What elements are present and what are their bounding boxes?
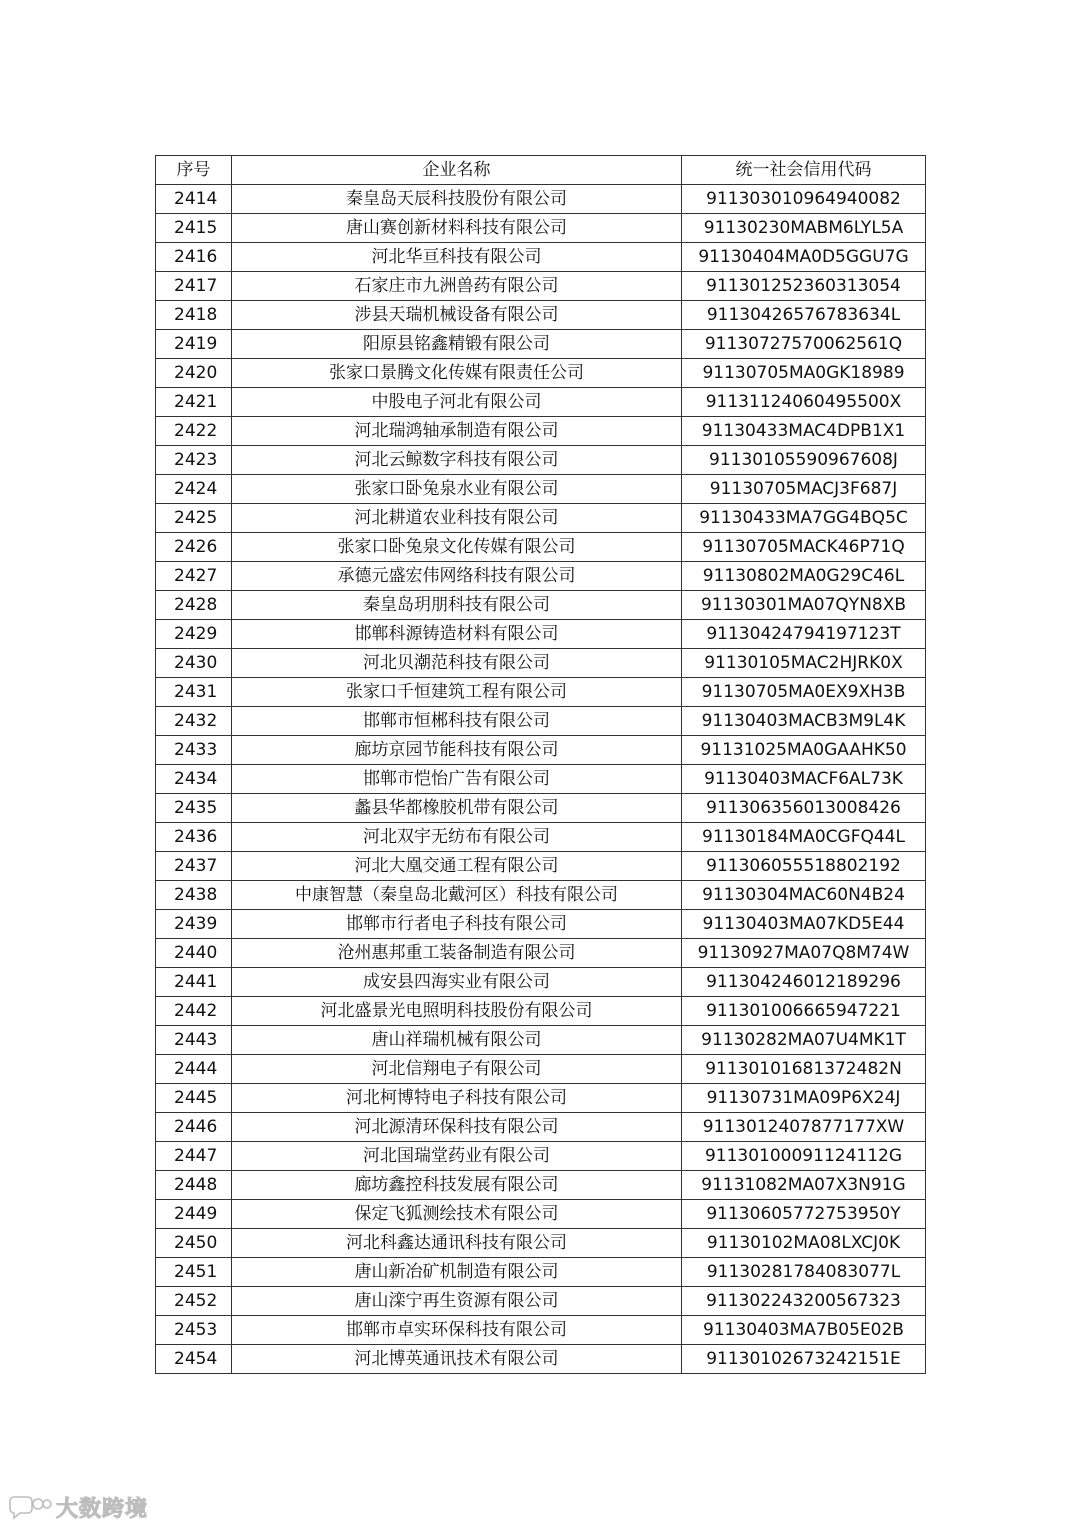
header-credit-code: 统一社会信用代码 (682, 156, 926, 185)
row-credit-code: 91130184MA0CGFQ44L (682, 823, 926, 852)
row-serial: 2419 (156, 330, 232, 359)
row-serial: 2431 (156, 678, 232, 707)
row-credit-code: 91130281784083077L (682, 1258, 926, 1287)
row-company-name: 河北信翔电子有限公司 (232, 1055, 682, 1084)
table-row (156, 1200, 926, 1229)
row-company-name: 唐山滦宁再生资源有限公司 (232, 1287, 682, 1316)
row-company-name: 邯郸市恺怡广告有限公司 (232, 765, 682, 794)
row-serial: 2454 (156, 1345, 232, 1374)
table-row (156, 562, 926, 591)
company-table (155, 155, 926, 1374)
watermark (8, 1490, 148, 1524)
row-company-name: 河北华亘科技有限公司 (232, 243, 682, 272)
row-serial: 2449 (156, 1200, 232, 1229)
row-serial: 2452 (156, 1287, 232, 1316)
header-serial: 序号 (156, 156, 232, 185)
row-serial: 2434 (156, 765, 232, 794)
row-company-name: 河北云鲸数字科技有限公司 (232, 446, 682, 475)
row-company-name: 成安县四海实业有限公司 (232, 968, 682, 997)
row-company-name: 河北科鑫达通讯科技有限公司 (232, 1229, 682, 1258)
table-row (156, 388, 926, 417)
row-serial: 2446 (156, 1113, 232, 1142)
row-company-name: 河北耕道农业科技有限公司 (232, 504, 682, 533)
row-credit-code: 91130404MA0D5GGU7G (682, 243, 926, 272)
row-serial: 2435 (156, 794, 232, 823)
row-company-name: 张家口景腾文化传媒有限责任公司 (232, 359, 682, 388)
table-row (156, 910, 926, 939)
row-credit-code: 91130403MA7B05E02B (682, 1316, 926, 1345)
row-credit-code: 91130426576783634L (682, 301, 926, 330)
row-serial: 2440 (156, 939, 232, 968)
table-row (156, 1084, 926, 1113)
row-serial: 2443 (156, 1026, 232, 1055)
row-serial: 2430 (156, 649, 232, 678)
row-credit-code: 91130433MAC4DPB1X1 (682, 417, 926, 446)
row-credit-code: 91131124060495500X (682, 388, 926, 417)
row-serial: 2424 (156, 475, 232, 504)
row-credit-code: 91130230MABM6LYL5A (682, 214, 926, 243)
row-company-name: 阳原县铭鑫精锻有限公司 (232, 330, 682, 359)
row-company-name: 张家口千恒建筑工程有限公司 (232, 678, 682, 707)
table-body (156, 185, 926, 1374)
table-row (156, 852, 926, 881)
row-company-name: 河北双宇无纺布有限公司 (232, 823, 682, 852)
row-credit-code: 91130403MACB3M9L4K (682, 707, 926, 736)
row-company-name: 张家口卧兔泉水业有限公司 (232, 475, 682, 504)
row-serial: 2417 (156, 272, 232, 301)
table-row (156, 330, 926, 359)
table-row (156, 765, 926, 794)
table-row (156, 794, 926, 823)
table-row (156, 881, 926, 910)
row-credit-code: 91130304MAC60N4B24 (682, 881, 926, 910)
row-company-name: 邯郸市卓实环保科技有限公司 (232, 1316, 682, 1345)
row-serial: 2427 (156, 562, 232, 591)
table-row (156, 707, 926, 736)
row-serial: 2450 (156, 1229, 232, 1258)
row-serial: 2420 (156, 359, 232, 388)
row-company-name: 河北瑞鸿轴承制造有限公司 (232, 417, 682, 446)
row-credit-code: 91130433MA7GG4BQ5C (682, 504, 926, 533)
row-credit-code: 91130705MACK46P71Q (682, 533, 926, 562)
row-serial: 2436 (156, 823, 232, 852)
row-company-name: 邯郸市恒郴科技有限公司 (232, 707, 682, 736)
row-company-name: 承德元盛宏伟网络科技有限公司 (232, 562, 682, 591)
row-credit-code: 91131025MA0GAAHK50 (682, 736, 926, 765)
row-company-name: 廊坊京园节能科技有限公司 (232, 736, 682, 765)
row-company-name: 邯郸市行者电子科技有限公司 (232, 910, 682, 939)
row-serial: 2428 (156, 591, 232, 620)
watermark-text: 大数跨境 (56, 1496, 149, 1522)
table-row (156, 214, 926, 243)
table-row (156, 417, 926, 446)
table-row (156, 1258, 926, 1287)
row-company-name: 唐山新冶矿机制造有限公司 (232, 1258, 682, 1287)
row-company-name: 廊坊鑫控科技发展有限公司 (232, 1171, 682, 1200)
row-credit-code: 91130282MA07U4MK1T (682, 1026, 926, 1055)
table-row (156, 591, 926, 620)
row-serial: 2441 (156, 968, 232, 997)
table-row (156, 997, 926, 1026)
table-row (156, 1142, 926, 1171)
table-row (156, 1229, 926, 1258)
row-company-name: 秦皇岛玥朋科技有限公司 (232, 591, 682, 620)
row-company-name: 唐山赛创新材料科技有限公司 (232, 214, 682, 243)
row-credit-code: 91130927MA07Q8M74W (682, 939, 926, 968)
row-serial: 2448 (156, 1171, 232, 1200)
row-serial: 2422 (156, 417, 232, 446)
table-row (156, 475, 926, 504)
table-row (156, 301, 926, 330)
row-serial: 2444 (156, 1055, 232, 1084)
row-company-name: 河北国瑞堂药业有限公司 (232, 1142, 682, 1171)
row-credit-code: 91130102MA08LXCJ0K (682, 1229, 926, 1258)
row-credit-code: 911301252360313054 (682, 272, 926, 301)
row-serial: 2438 (156, 881, 232, 910)
row-credit-code: 91130705MACJ3F687J (682, 475, 926, 504)
table-row (156, 185, 926, 214)
row-credit-code: 91131082MA07X3N91G (682, 1171, 926, 1200)
row-serial: 2425 (156, 504, 232, 533)
row-credit-code: 911301240787717​7XW (682, 1113, 926, 1142)
row-credit-code: 91130705MA0GK18989 (682, 359, 926, 388)
header-company-name: 企业名称 (232, 156, 682, 185)
table-row (156, 1287, 926, 1316)
row-company-name: 河北源清环保科技有限公司 (232, 1113, 682, 1142)
row-serial: 2439 (156, 910, 232, 939)
row-credit-code: 911306356013008426 (682, 794, 926, 823)
row-company-name: 河北盛景光电照明科技股份有限公司 (232, 997, 682, 1026)
row-serial: 2442 (156, 997, 232, 1026)
row-serial: 2416 (156, 243, 232, 272)
row-credit-code: 91130403MA07KD5E44 (682, 910, 926, 939)
row-company-name: 唐山祥瑞机械有限公司 (232, 1026, 682, 1055)
table-row (156, 446, 926, 475)
row-credit-code: 911304246012189296 (682, 968, 926, 997)
row-credit-code: 91130403MACF6AL73K (682, 765, 926, 794)
row-credit-code: 91130101681372482N (682, 1055, 926, 1084)
row-serial: 2423 (156, 446, 232, 475)
table-row (156, 736, 926, 765)
row-credit-code: 91130102673242151E (682, 1345, 926, 1374)
row-company-name: 邯郸科源铸造材料有限公司 (232, 620, 682, 649)
table-row (156, 620, 926, 649)
row-serial: 2429 (156, 620, 232, 649)
row-company-name: 张家口卧兔泉文化传媒有限公司 (232, 533, 682, 562)
row-serial: 2437 (156, 852, 232, 881)
row-company-name: 秦皇岛天辰科技股份有限公司 (232, 185, 682, 214)
row-credit-code: 91130301MA07QYN8XB (682, 591, 926, 620)
row-serial: 2432 (156, 707, 232, 736)
row-serial: 2433 (156, 736, 232, 765)
row-company-name: 河北柯博特电子科技有限公司 (232, 1084, 682, 1113)
table-row (156, 504, 926, 533)
row-serial: 2418 (156, 301, 232, 330)
row-credit-code: 91130727570062561Q (682, 330, 926, 359)
table-row (156, 1316, 926, 1345)
row-company-name: 中康智慧（秦皇岛北戴河区）科技有限公司 (232, 881, 682, 910)
row-serial: 2415 (156, 214, 232, 243)
row-company-name: 涉县天瑞机械设备有限公司 (232, 301, 682, 330)
row-credit-code: 911302243200567323 (682, 1287, 926, 1316)
row-company-name: 河北大凰交通工程有限公司 (232, 852, 682, 881)
row-company-name: 沧州惠邦重工装备制造有限公司 (232, 939, 682, 968)
row-serial: 2451 (156, 1258, 232, 1287)
row-company-name: 河北贝潮范科技有限公司 (232, 649, 682, 678)
row-credit-code: 91130105590967608J (682, 446, 926, 475)
row-credit-code: 91130424794197123T (682, 620, 926, 649)
table-row (156, 1113, 926, 1142)
table-row (156, 359, 926, 388)
table-row (156, 939, 926, 968)
table-row (156, 1055, 926, 1084)
row-serial: 2414 (156, 185, 232, 214)
row-company-name: 蠡县华都橡胶机带有限公司 (232, 794, 682, 823)
row-serial: 2453 (156, 1316, 232, 1345)
table-row (156, 823, 926, 852)
row-serial: 2426 (156, 533, 232, 562)
row-credit-code: 91130802MA0G29C46L (682, 562, 926, 591)
table-row (156, 1345, 926, 1374)
row-company-name: 石家庄市九洲兽药有限公司 (232, 272, 682, 301)
row-company-name: 保定飞狐测绘技术有限公司 (232, 1200, 682, 1229)
row-company-name: 河北博英通讯技术有限公司 (232, 1345, 682, 1374)
table-header-row (156, 156, 926, 185)
table-row (156, 1026, 926, 1055)
row-company-name: 中股电子河北有限公司 (232, 388, 682, 417)
row-serial: 2447 (156, 1142, 232, 1171)
speech-bubble-logo-icon (8, 1493, 52, 1521)
row-credit-code: 91130731MA09P6X24J (682, 1084, 926, 1113)
row-serial: 2421 (156, 388, 232, 417)
table-row (156, 272, 926, 301)
row-credit-code: 911301006665947221 (682, 997, 926, 1026)
row-credit-code: 91130100091124112G (682, 1142, 926, 1171)
table-row (156, 678, 926, 707)
table-row (156, 968, 926, 997)
row-credit-code: 911306055518802192 (682, 852, 926, 881)
table-row (156, 243, 926, 272)
row-credit-code: 91130705MA0EX9XH3B (682, 678, 926, 707)
table-row (156, 1171, 926, 1200)
row-credit-code: 91130105MAC2HJRK0X (682, 649, 926, 678)
row-credit-code: 911303010964940082 (682, 185, 926, 214)
row-credit-code: 91130605772753950Y (682, 1200, 926, 1229)
table-row (156, 649, 926, 678)
table-row (156, 533, 926, 562)
row-serial: 2445 (156, 1084, 232, 1113)
